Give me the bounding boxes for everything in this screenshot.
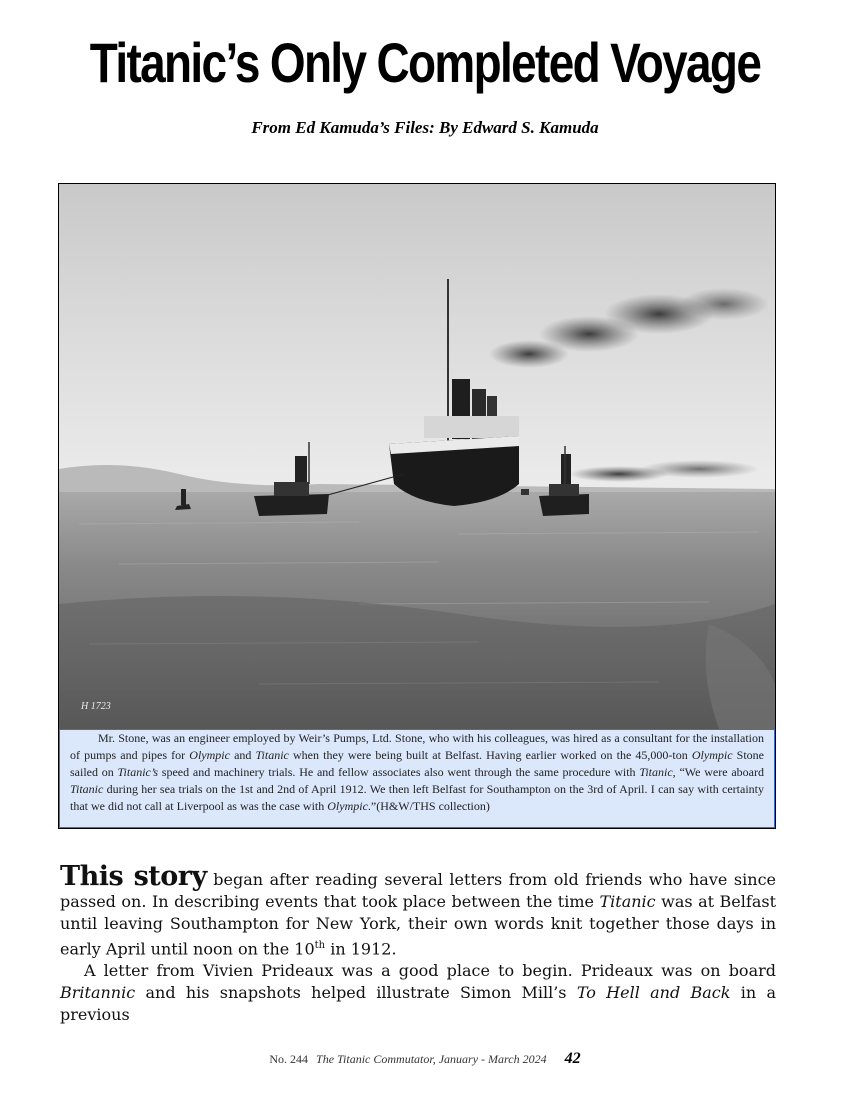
body-italic: To Hell and Back <box>576 983 731 1003</box>
body-italic: Britannic <box>60 983 136 1003</box>
body-text: in 1912. <box>325 939 397 959</box>
body-italic: Titanic <box>599 892 656 911</box>
caption-italic: Titanic <box>255 748 289 762</box>
photo-illustration <box>59 184 775 729</box>
paragraph <box>60 861 776 960</box>
body-text: began after reading several letters from old friends who have since passed on. In describing events that took place between the time <box>60 870 776 911</box>
photo-caption <box>59 729 775 828</box>
page-footer <box>0 1050 850 1068</box>
caption-italic: Olympic <box>691 748 733 762</box>
caption-text: speed and machinery trials. He and fellow associates also went through the same procedure with <box>158 765 640 779</box>
ordinal-suffix: th <box>314 940 326 951</box>
caption-italic: Olympic <box>189 748 230 762</box>
titanic-photo <box>59 184 775 729</box>
issue-number: No. 244 <box>269 1052 309 1066</box>
page-number: 42 <box>564 1050 581 1067</box>
caption-text: when they were being built at Belfast. Having earlier worked on the 45,000-ton <box>288 748 692 762</box>
caption-italic: Titanic <box>639 765 673 779</box>
caption-text: Stone sailed on <box>70 748 764 779</box>
caption-italic: Titanic <box>70 782 104 796</box>
publication-name: The Titanic Commutator, January - March 2024 <box>316 1052 547 1066</box>
caption-text: and <box>229 748 256 762</box>
caption-text: .”(H&W/THS collection) <box>367 799 490 813</box>
paragraph <box>60 960 776 1026</box>
caption-text: during her sea trials on the 1st and 2nd of April 1912. We then left Belfast for Southampton on the 3rd of April. I can say with certainty that we did not call at Liverpool as was the case with <box>70 782 764 813</box>
body-text: in a previous <box>60 983 777 1025</box>
body-text: was at Belfast until leaving Southampton for New York, their own words knit together those days in early April until noon on the 10 <box>60 892 776 959</box>
lead-words: This story <box>60 861 207 892</box>
body-text: A letter from Vivien Prideaux was a good place to begin. Prideaux was on board <box>84 961 776 981</box>
article-body <box>60 861 777 1026</box>
plate-number: H 1723 <box>81 701 111 712</box>
caption-italic: Olympic <box>327 799 368 813</box>
figure <box>58 183 776 829</box>
caption-italic: Titanic’s <box>117 765 159 779</box>
body-text: and his snapshots helped illustrate Simon Mill’s <box>135 983 577 1003</box>
caption-text: Mr. Stone, was an engineer employed by Weir’s Pumps, Ltd. Stone, who with his colleagues, was hired as a consultant for the installation of pumps and pipes for <box>70 731 764 762</box>
byline: From Ed Kamuda’s Files: By Edward S. Kamuda <box>251 118 599 137</box>
caption-text: , “We were aboard <box>672 765 764 779</box>
article-title: Titanic’s Only Completed Voyage <box>89 31 761 94</box>
